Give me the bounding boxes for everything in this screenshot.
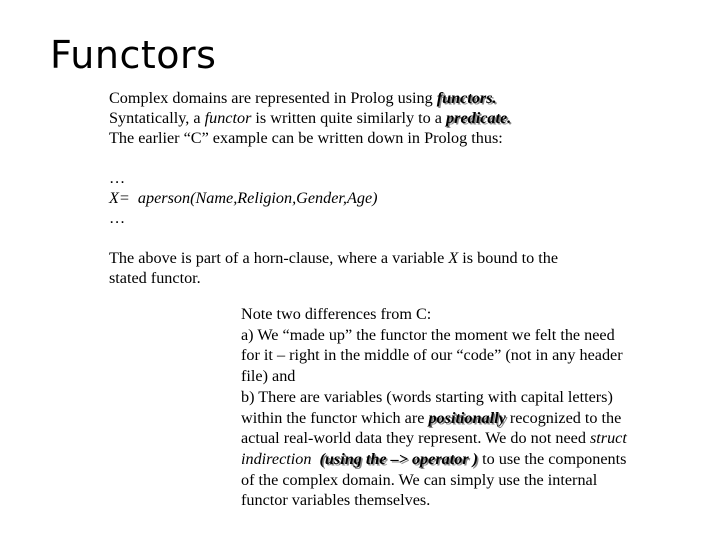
positionally-emphasis: positionally: [428, 408, 506, 427]
spacer: [109, 148, 669, 168]
intro-line-1-text: Complex domains are represented in Prolog using: [109, 89, 437, 107]
note-line-1: Note two differences from C:: [241, 305, 432, 323]
spacer: [109, 228, 669, 248]
intro-line-3: The earlier “C” example can be written down in Prolog thus:: [109, 129, 503, 147]
note-line-9: of the complex domain. We can simply use the internal: [241, 470, 598, 489]
code-ellipsis-bottom: …: [109, 209, 126, 227]
functor-term: functor: [204, 109, 252, 127]
operator-emphasis: (using the –> operator ): [315, 449, 479, 468]
note-line-4: file) and: [241, 367, 296, 386]
note-line-10: functor variables themselves.: [241, 491, 431, 510]
slide-body: [109, 88, 669, 288]
prolog-code-line: X= aperson(Name,Religion,Gender,Age): [109, 189, 378, 207]
horn-line-2: stated functor.: [109, 269, 201, 287]
indirection-term: indirection: [241, 449, 316, 468]
intro-line-2-text: Syntatically, a: [109, 109, 205, 127]
horn-line-1: [109, 248, 669, 268]
note-line-5: b) There are variables (words starting with capital letters): [241, 387, 613, 406]
note-line-7: [241, 428, 681, 449]
note-line-8: [241, 449, 681, 470]
note-line-6: [241, 408, 681, 429]
intro-line-2: [109, 108, 669, 128]
slide-title: Functors: [50, 33, 217, 77]
note-line-6-text: within the functor which are: [241, 408, 429, 427]
horn-line-1-text: The above is part of a horn-clause, where a variable: [109, 249, 449, 267]
variable-x: X: [448, 249, 459, 267]
horn-line-1-post: is bound to the: [458, 249, 559, 267]
predicate-emphasis: predicate.: [446, 109, 512, 127]
note-line-3: for it – right in the middle of our “code” (not in any header: [241, 346, 623, 365]
code-ellipsis-top: …: [109, 169, 126, 187]
note-line-2: a) We “made up” the functor the moment we felt the need: [241, 325, 615, 344]
note-block: [241, 304, 681, 511]
note-line-7-text: actual real-world data they represent. We do not need: [241, 429, 590, 448]
note-line-6-post: recognized to the: [505, 408, 622, 427]
functors-emphasis: functors.: [436, 89, 497, 107]
intro-line-1: [109, 88, 669, 108]
intro-line-2-mid: is written quite similarly to a: [251, 109, 447, 127]
struct-term: struct: [589, 429, 627, 448]
note-line-8-post: to use the components: [478, 449, 627, 468]
